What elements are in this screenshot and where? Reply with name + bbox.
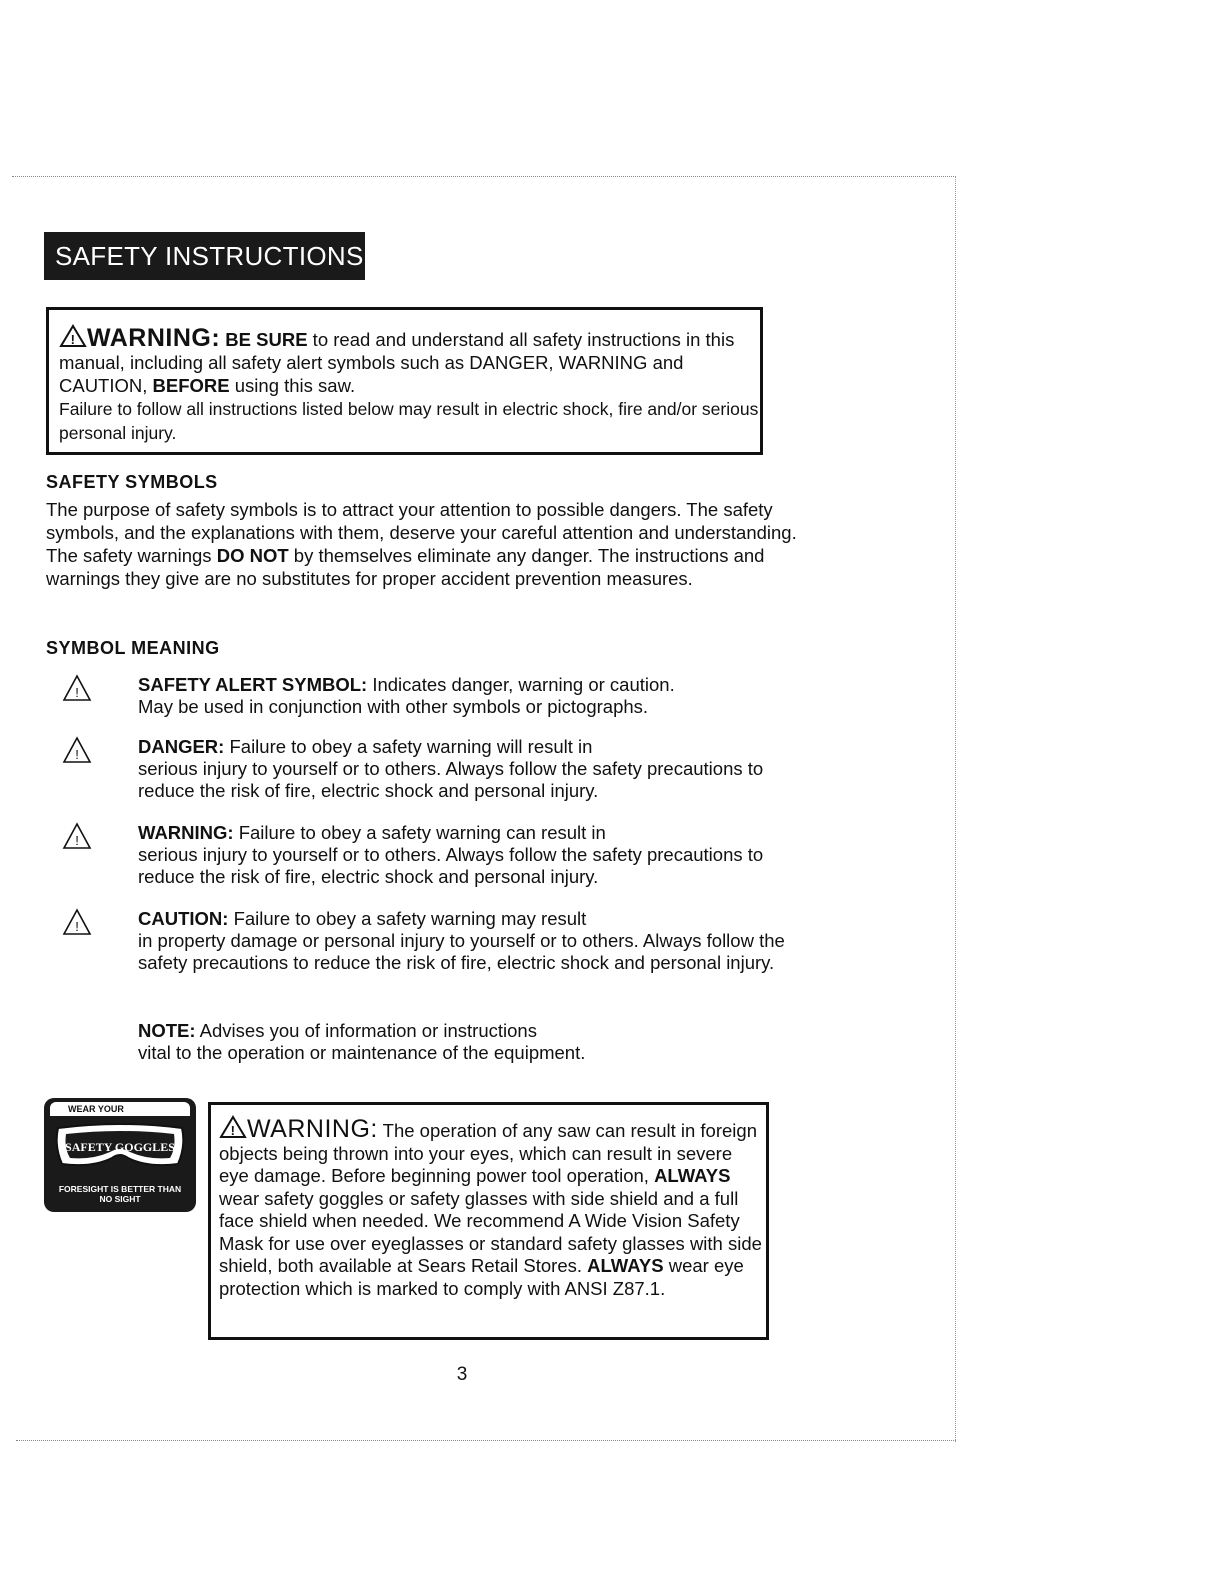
goggles-icon bbox=[52, 1120, 188, 1170]
svg-text:!: ! bbox=[75, 685, 79, 700]
svg-text:!: ! bbox=[75, 747, 79, 762]
right-dotted-rule bbox=[955, 176, 956, 1442]
alert-triangle-icon bbox=[62, 822, 92, 850]
badge-middle-text: SAFETY GOGGLES bbox=[65, 1140, 175, 1154]
warning-text: to read and understand all safety instructions in this manual, including all safety alert symbols such as DANGER, WARNING and CAUTION, bbox=[59, 329, 735, 396]
svg-text:!: ! bbox=[75, 833, 79, 848]
warning-line2: Failure to follow all instructions listed below may result in electric shock, fire and/or serious personal injury. bbox=[59, 399, 759, 443]
bottom-dotted-rule bbox=[16, 1440, 956, 1441]
svg-text:!: ! bbox=[70, 332, 76, 347]
eye-warning-label: ! WARNING: bbox=[219, 1115, 378, 1143]
alert-triangle-icon bbox=[62, 736, 92, 764]
warning-box bbox=[46, 307, 763, 455]
badge-top-text: WEAR YOUR bbox=[50, 1102, 190, 1116]
top-dotted-rule bbox=[12, 176, 956, 177]
page-number: 3 bbox=[456, 1364, 468, 1385]
svg-text:!: ! bbox=[75, 919, 79, 934]
safety-symbols-paragraph: The purpose of safety symbols is to attract your attention to possible dangers. The safety symbols, and the explanations with them, deserve your careful attention and understanding. The safety warnings DO NOT by themselves eliminate any danger. The instructions and warnings they give are no substitutes for proper accident prevention measures. bbox=[46, 499, 797, 589]
safety-goggles-badge bbox=[44, 1098, 196, 1212]
section-banner: SAFETY INSTRUCTIONS bbox=[44, 232, 365, 280]
warning-label: ! WARNING: bbox=[59, 324, 220, 352]
symbol-meaning-heading: SYMBOL MEANING bbox=[46, 638, 220, 658]
warning-before: BEFORE bbox=[152, 375, 230, 396]
alert-triangle-icon bbox=[62, 674, 92, 702]
alert-triangle-icon bbox=[219, 1115, 247, 1139]
eye-warning-box: ! WARNING: The operation of any saw can result in foreign objects being thrown into your eyes, which can result in severe eye damage. Before beginning power tool operation, ALWAYS wear safety goggles or safety glasses with side shield and a full face shield when needed. We recommend A Wide Vision Safety Mask for use over eyeglasses or standard safety glasses with side shield, both available at Sears Retail Stores. ALWAYS wear eye protection which is marked to comply with ANSI Z87.1. bbox=[208, 1102, 769, 1340]
warning-be-sure: BE SURE bbox=[225, 329, 308, 350]
badge-bottom-text: FORESIGHT IS BETTER THAN NO SIGHT bbox=[58, 1184, 182, 1204]
alert-triangle-icon bbox=[62, 908, 92, 936]
safety-symbols-heading: SAFETY SYMBOLS bbox=[46, 472, 218, 492]
warning-text-end: using this saw. bbox=[229, 375, 356, 396]
alert-triangle-icon bbox=[59, 324, 87, 348]
svg-text:!: ! bbox=[230, 1123, 236, 1138]
